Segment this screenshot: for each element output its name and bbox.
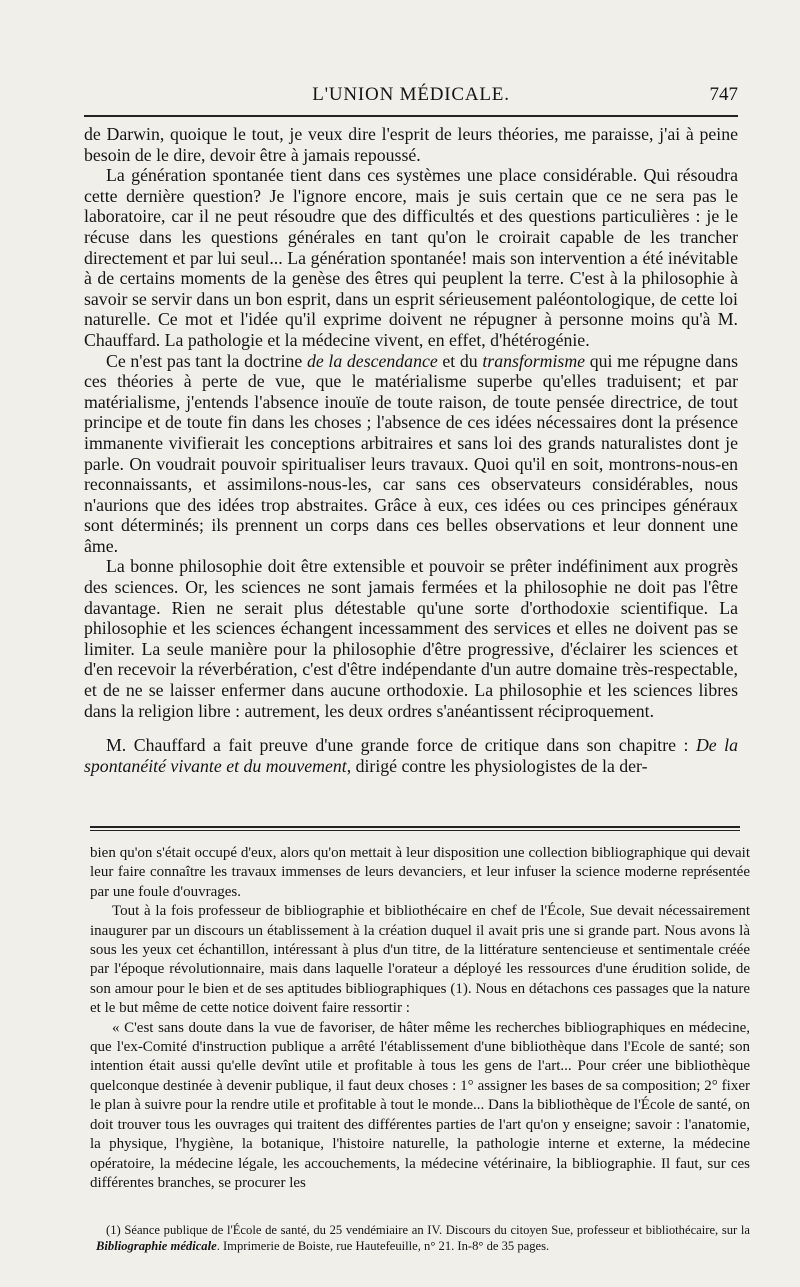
footnote-italic-title: Bibliographie médicale — [96, 1238, 217, 1253]
feuilleton-separator-thin — [90, 830, 740, 831]
paragraph-3 — [84, 351, 738, 557]
footnote-part-a: (1) Séance publique de l'École de santé, du 25 vendémiaire an IV. Discours du citoyen Sue, professeur et bibliothécaire, sur la — [106, 1223, 750, 1237]
paragraph-3-part-b: et du — [437, 350, 483, 371]
paragraph-5-part-b: , dirigé contre les physiologistes de la der- — [346, 755, 648, 776]
paragraph-5 — [84, 735, 738, 776]
running-title: L'UNION MÉDICALE. — [312, 84, 510, 105]
feuilleton-separator-thick — [90, 826, 740, 828]
paragraph-3-part-c: qui me répugne dans ces théories à perte de vue, que le matérialisme superbe qu'elles traduisent; et par matérialisme, j'entends l'absence inouïe de toute raison, de toute pensée directrice, de tout principe et de toute fin dans les choses ; l'absence de ces idées nécessaires dont la présence immanente vivifierait les conceptions arbitraires et sans loi des grands naturalistes dont je parle. On voudrait pouvoir spiritualiser leurs travaux. Quoi qu'il en soit, montrons-nous-en reconnaissants, et assimilons-nous-les, car sans ces observateurs considérables, nous n'aurions que des idées trop abstraites. Grâce à eux, ces idées ou ces principes généraux sont déterminés; ils prennent un corps dans ces belles observations et leur donnent une âme. — [84, 350, 738, 556]
paragraph-5-part-a: M. Chauffard a fait preuve d'une grande force de critique dans son chapitre : — [106, 735, 696, 756]
footnote-part-b: . Imprimerie de Boiste, rue Hautefeuille, n° 21. In-8° de 35 pages. — [216, 1238, 550, 1253]
feuilleton-text — [90, 844, 750, 1193]
paragraph-1: de Darwin, quoique le tout, je veux dire l'esprit de leurs théories, me paraisse, j'ai à peine besoin de le dire, devoir être à jamais repoussé. — [84, 124, 738, 165]
main-article-text — [84, 124, 738, 776]
page-number: 747 — [709, 84, 738, 105]
feuilleton-paragraph-2: Tout à la fois professeur de bibliographie et bibliothécaire en chef de l'École, Sue devait nécessairement inaugurer par un discours un établissement à la création duquel il avait pris une si grande part. Nous avons là sous les yeux cet échantillon, intéressant à plus d'un titre, de la littérature sentencieuse et sentimentale créée par l'époque révolutionnaire, mais dans laquelle l'orateur a déployé les ressources d'une érudition solide, de son amour pour le bien et de ses aptitudes bibliographiques (1). Nous en détachons ces passages que la nature et le but même de cette notice doivent faire ressortir : — [90, 903, 750, 1017]
paragraph-4: La bonne philosophie doit être extensible et pouvoir se prêter indéfiniment aux progrès des sciences. Or, les sciences ne sont jamais fermées et la philosophie ne doit pas l'être davantage. Rien ne serait plus détestable qu'une sorte d'orthodoxie scientifique. La philosophie et les sciences échangent incessamment des services et elles ne doivent pas se limiter. La seule manière pour la philosophie d'être progressive, d'éclairer les sciences et d'en recevoir la réverbération, c'est d'être indépendante d'un autre domaine très-respectable, et de ne se laisser enfermer dans aucune orthodoxie. La philosophie et les sciences libres dans la religion libre : autrement, les deux ordres s'anéantissent réciproquement. — [84, 556, 738, 721]
paragraph-2: La génération spontanée tient dans ces systèmes une place considérable. Qui résoudra cette dernière question? Je l'ignore encore, mais je suis certain que ce ne sera pas le laboratoire, car il ne peut résoudre que des difficultés et des questions particulières : je le récuse dans les questions générales en tant qu'on le croirait capable de les trancher directement et par lui seul... La génération spontanée! mais son intervention a été inévitable à de certains moments de la genèse des êtres qui peuplent la terre. C'est à la philosophie à savoir se servir dans un bon esprit, dans un esprit sérieusement paléontologique, de cette loi naturelle. Ce mot et l'idée qu'il exprime doivent ne répugner à personne moins qu'à M. Chauffard. La pathologie et la médecine vivent, en effet, d'hétérogénie. — [84, 165, 738, 350]
page-header — [84, 84, 738, 114]
feuilleton-paragraph-3: « C'est sans doute dans la vue de favoriser, de hâter même les recherches bibliographiques en médecine, que l'ex-Comité d'instruction publique a arrêté l'établissement d'une bibliothèque dans l'Ecole de santé; son intention était aussi qu'elle devînt utile et profitable à tous les gens de l'art... Pour créer une bibliothèque quelconque destinée à devenir publique, il faut deux choses : 1° assigner les bases de sa composition; 2° fixer le plan à suivre pour la rendre utile et profitable à tout le monde... Dans la bibliothèque de l'École de santé, on doit trouver tous les ouvrages qui traitent des différentes parties de l'art qu'on y enseigne; savoir : l'anatomie, la physique, l'hygiène, la botanique, l'histoire naturelle, la pathologie interne et externe, la médecine opératoire, la médecine légale, les accouchements, la médecine vétérinaire, la bibliographie. Il faut, sur ces différentes branches, se procurer les — [90, 1019, 750, 1191]
feuilleton-paragraph-1: bien qu'on s'était occupé d'eux, alors qu'on mettait à leur disposition une collection bibliographique qui devait leur faire connaître les travaux immenses de leurs devanciers, et leur infuser la science moderne représentée par une foule d'ouvrages. — [90, 845, 750, 900]
paragraph-5-italic-chapter: De la spontanéité vivante et du mouvement — [84, 735, 738, 776]
paragraph-3-italic-transformisme: transformisme — [482, 350, 586, 371]
paragraph-3-part-a: Ce n'est pas tant la doctrine — [106, 350, 307, 371]
header-rule — [84, 115, 738, 117]
footnote-text — [96, 1223, 750, 1254]
paragraph-3-italic-descendance: de la descendance — [306, 350, 438, 371]
footnote — [96, 1223, 750, 1254]
